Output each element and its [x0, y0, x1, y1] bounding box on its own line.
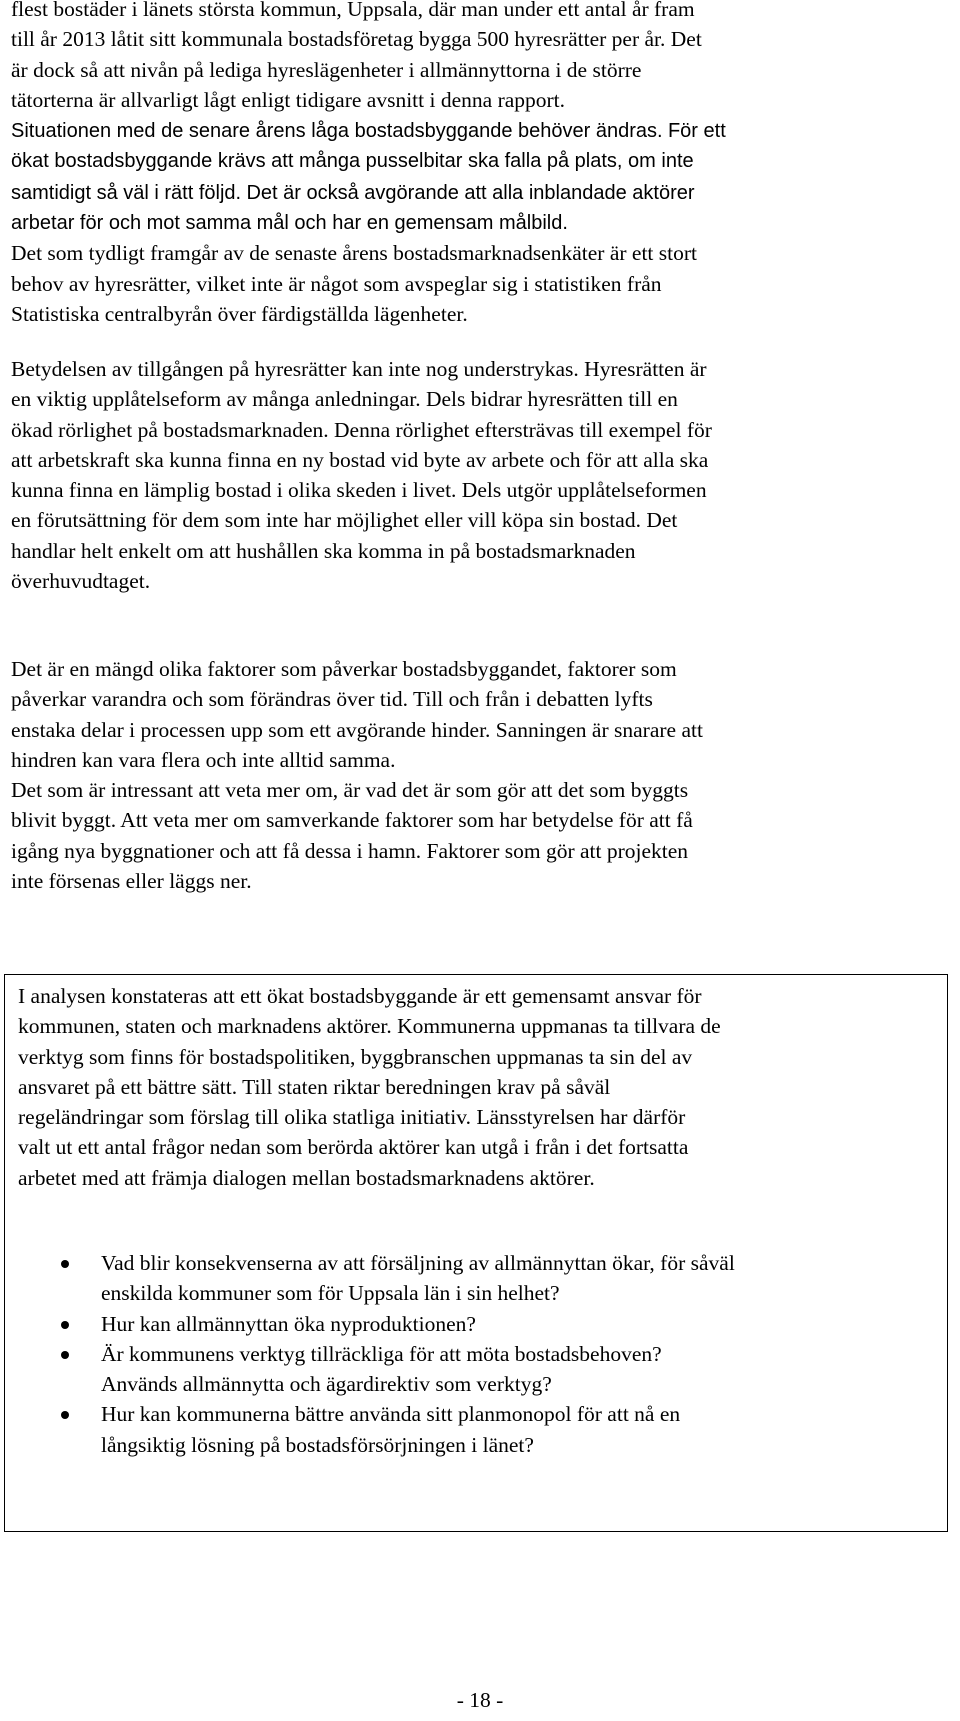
list-item: [5, 1339, 947, 1400]
text-line: enstaka delar i processen upp som ett avgörande hinder. Sanningen är snarare att: [11, 717, 703, 742]
text-line: kommunen, staten och marknadens aktörer. Kommunerna uppmanas ta tillvara de: [18, 1014, 721, 1039]
text-line: påverkar varandra och som förändras över tid. Till och från i debatten lyfts: [11, 687, 653, 712]
text-line: igång nya byggnationer och att få dessa i hamn. Faktorer som gör att projekten: [11, 838, 689, 863]
text-line: tätorterna är allvarligt lågt enligt tidigare avsnitt i denna rapport.: [11, 87, 566, 112]
text-line: kunna finna en lämplig bostad i olika skeden i livet. Dels utgör upplåtelseformen: [11, 478, 707, 503]
paragraph-rental-importance: [11, 354, 712, 596]
text-line: Hur kan kommunerna bättre använda sitt planmonopol för att nå en: [101, 1402, 681, 1427]
bullet-icon: [61, 1321, 69, 1329]
text-line: blivit byggt. Att veta mer om samverkande faktorer som har betydelse för att få: [11, 808, 693, 833]
text-line: enskilda kommuner som för Uppsala län i sin helhet?: [101, 1281, 560, 1306]
text-line: handlar helt enkelt om att hushållen ska komma in på bostadsmarknaden: [11, 538, 636, 563]
list-item: [5, 1248, 947, 1309]
box-intro-paragraph: [18, 981, 721, 1193]
text-line: arbetet med att främja dialogen mellan bostadsmarknadens aktörer.: [18, 1165, 595, 1190]
text-line: Används allmännytta och ägardirektiv som verktyg?: [101, 1372, 552, 1397]
text-line: Hur kan allmännyttan öka nyproduktionen?: [101, 1311, 476, 1336]
text-segment: Det är också avgörande att alla inblandade aktörer: [246, 181, 695, 204]
text-line: Vad blir konsekvenserna av att försäljning av allmännyttan ökar, för såväl: [101, 1251, 735, 1275]
text-line: överhuvudtaget.: [11, 569, 151, 594]
text-line: flest bostäder i länets största kommun, Uppsala, där man under ett antal år fram: [11, 0, 695, 21]
text-line: I analysen konstateras att ett ökat bostadsbyggande är ett gemensamt ansvar för: [18, 984, 702, 1008]
text-line: hindren kan vara flera och inte alltid samma.: [11, 747, 396, 772]
text-line: inte försenas eller läggs ner.: [11, 869, 252, 894]
text-line: [11, 177, 726, 208]
text-line: Det som tydligt framgår av de senaste årens bostadsmarknadsenkäter är ett stort: [11, 241, 697, 266]
text-line: ökat bostadsbyggande krävs att många pusselbitar ska falla på plats, om inte: [11, 150, 694, 173]
text-line: en förutsättning för dem som inte har möjlighet eller vill köpa sin bostad. Det: [11, 508, 678, 533]
text-segment: För ett: [667, 120, 726, 143]
text-line: [11, 115, 726, 146]
text-line: regeländringar som förslag till olika statliga initiativ. Länsstyrelsen har därför: [18, 1105, 686, 1130]
page-number: - 18 -: [456, 1688, 504, 1712]
list-item: [5, 1399, 947, 1460]
bullet-icon: [61, 1351, 69, 1359]
text-line: ansvaret på ett bättre sätt. Till staten riktar beredningen krav på såväl: [18, 1074, 611, 1099]
text-line: Statistiska centralbyrån över färdigställda lägenheter.: [11, 301, 468, 326]
paragraph-factors: [11, 654, 703, 896]
text-line: ökad rörlighet på bostadsmarknaden. Denna rörlighet eftersträvas till exempel för: [11, 417, 712, 442]
bullet-icon: [61, 1411, 69, 1419]
text-segment: samtidigt så väl i rätt följd.: [11, 181, 242, 204]
text-line: arbetar för och mot samma mål och har en gemensam målbild.: [11, 212, 568, 235]
bullet-icon: [61, 1260, 69, 1268]
text-line: verktyg som finns för bostadspolitiken, byggbranschen uppmanas ta sin del av: [18, 1044, 693, 1069]
text-line: att arbetskraft ska kunna finna en ny bostad vid byte av arbete och för att alla ska: [11, 447, 709, 472]
text-line: är dock så att nivån på lediga hyreslägenheter i allmännyttorna i de större: [11, 57, 642, 82]
text-line: till år 2013 låtit sitt kommunala bostadsföretag bygga 500 hyresrätter per år. Det: [11, 27, 702, 52]
text-line: Det är en mängd olika faktorer som påverkar bostadsbyggandet, faktorer som: [11, 657, 677, 681]
text-line: Är kommunens verktyg tillräckliga för att möta bostadsbehoven?: [101, 1341, 662, 1366]
text-line: valt ut ett antal frågor nedan som berörda aktörer kan utgå i från i det fortsatta: [18, 1135, 689, 1160]
text-line: Det som är intressant att veta mer om, är vad det är som gör att det som byggts: [11, 778, 689, 803]
text-line: Betydelsen av tillgången på hyresrätter kan inte nog understrykas. Hyresrätten är: [11, 357, 707, 381]
question-list: [5, 1248, 947, 1460]
text-line: en viktig upplåtelseform av många anledningar. Dels bidrar hyresrätten till en: [11, 387, 678, 412]
text-line: långsiktig lösning på bostadsförsörjningen i länet?: [101, 1432, 534, 1457]
paragraph-housing-situation: [11, 0, 726, 329]
analysis-summary-box: [4, 974, 948, 1532]
text-segment: Situationen med de senare årens låga bostadsbyggande behöver ändras.: [11, 120, 663, 143]
text-line: behov av hyresrätter, vilket inte är något som avspeglar sig i statistiken från: [11, 271, 662, 296]
list-item: [5, 1309, 947, 1339]
